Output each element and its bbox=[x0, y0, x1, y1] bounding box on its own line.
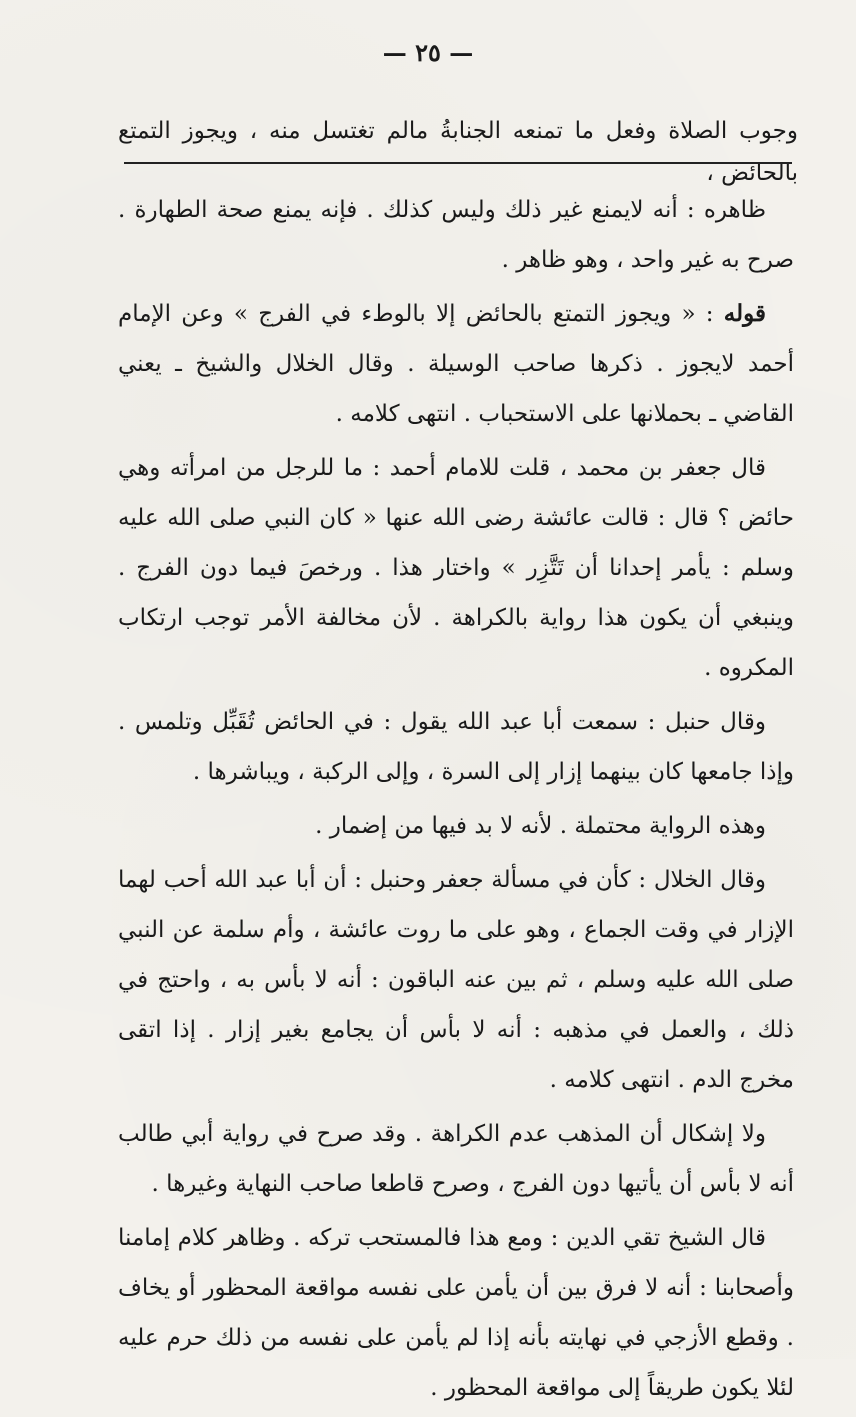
paragraph bbox=[118, 1213, 794, 1413]
header-divider bbox=[124, 162, 792, 164]
paragraph bbox=[118, 855, 794, 1105]
body-text bbox=[118, 185, 794, 1417]
header-text: وجوب الصلاة وفعل ما تمنعه الجنابةُ مالم تغتسل منه ، ويجوز التمتع بالحائض ، bbox=[118, 118, 798, 186]
paragraph-text: ولا إشكال أن المذهب عدم الكراهة . وقد صرح في رواية أبي طالب أنه لا بأس أن يأتيها دون الفرج ، وصرح قاطعا صاحب النهاية وغيرها . bbox=[118, 1121, 794, 1197]
paragraph bbox=[118, 289, 794, 439]
paragraph-text: وقال حنبل : سمعت أبا عبد الله يقول : في الحائض تُقَبِّل وتلمس . وإذا جامعها كان بينهما إزار إلى السرة ، وإلى الركبة ، ويباشرها . bbox=[118, 709, 794, 785]
paragraph-lead: قوله bbox=[723, 300, 766, 327]
page-number: — ٢٥ — bbox=[382, 38, 474, 67]
paragraph bbox=[118, 443, 794, 693]
paragraph bbox=[118, 697, 794, 797]
paragraph bbox=[118, 185, 794, 285]
paragraph bbox=[118, 801, 794, 851]
paragraph-text: : « ويجوز التمتع بالحائض إلا بالوطء في الفرج » وعن الإمام أحمد لايجوز . ذكرها صاحب الوسيلة . وقال الخلال والشيخ ـ يعني القاضي ـ بحملانها على الاستحباب . انتهى كلامه . bbox=[118, 301, 794, 427]
paragraph-text: قال جعفر بن محمد ، قلت للامام أحمد : ما للرجل من امرأته وهي حائض ؟ قال : قالت عائشة رضى الله عنها « كان النبي صلى الله عليه وسلم : يأمر إحدانا أن تَتَّزِر » واختار هذا . ورخصَ فيما دون الفرج . وينبغي أن يكون هذا رواية بالكراهة . لأن مخالفة الأمر توجب ارتكاب المكروه . bbox=[118, 455, 794, 681]
paragraph-text: وقال الخلال : كأن في مسألة جعفر وحنبل : أن أبا عبد الله أحب لهما الإزار في وقت الجماع ، وهو على ما روت عائشة ، وأم سلمة عن النبي صلى الله عليه وسلم ، ثم بين عنه الباقون : أنه لا بأس به ، واحتج في ذلك ، والعمل في مذهبه : أنه لا بأس أن يجامع بغير إزار . إذا اتقى مخرج الدم . انتهى كلامه . bbox=[118, 867, 794, 1093]
paragraph bbox=[118, 1109, 794, 1209]
paragraph-text: قال الشيخ تقي الدين : ومع هذا فالمستحب تركه . وظاهر كلام إمامنا وأصحابنا : أنه لا فرق بين أن يأمن على نفسه مواقعة المحظور أو يخاف . وقطع الأزجي في نهايته بأنه إذا لم يأمن على نفسه من ذلك حرم عليه لئلا يكون طريقاً إلى مواقعة المحظور . bbox=[118, 1225, 794, 1401]
paragraph-text: ظاهره : أنه لايمنع غير ذلك وليس كذلك . فإنه يمنع صحة الطهارة . صرح به غير واحد ، وهو ظاهر . bbox=[118, 197, 794, 273]
paragraph-text: وهذه الرواية محتملة . لأنه لا بد فيها من إضمار . bbox=[315, 813, 766, 839]
